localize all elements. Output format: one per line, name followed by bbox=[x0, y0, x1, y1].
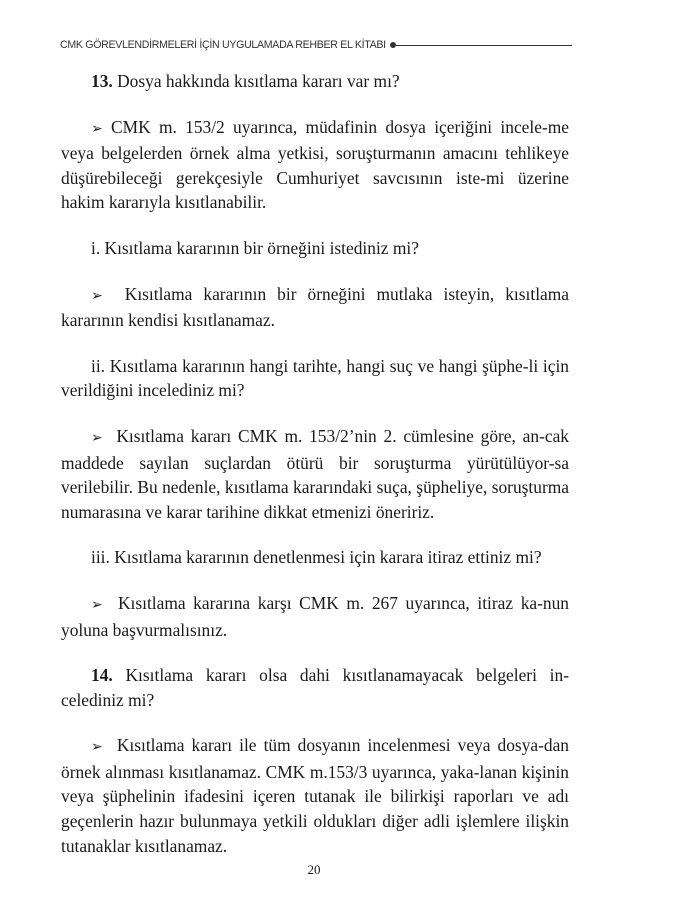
answer-paragraph bbox=[61, 733, 569, 858]
answer-text: Kısıtlama kararı ile tüm dosyanın incelenmesi veya dosya-dan örnek alınması kısıtlanamaz. CMK m.153/3 uyarınca, yaka-lanan kişinin veya şüphelinin ifadesini içeren tutanak ile bilirkişi raporları ve adı geçenlerin hazır bulunmaya yetkili oldukları diğer adli işlemlere ilişkin tutanaklar kısıtlanamaz. bbox=[61, 735, 570, 856]
answer-text: Kısıtlama kararına karşı CMK m. 267 uyarınca, itiraz ka-nun yoluna başvurmalısınız. bbox=[61, 592, 569, 640]
sub-question-iii bbox=[61, 545, 569, 570]
question-text: Dosya hakkında kısıtlama kararı var mı? bbox=[117, 71, 400, 91]
page-number: 20 bbox=[307, 862, 321, 877]
question-text: Kısıtlama kararı olsa dahi kısıtlanamayacak belgeleri in-celediniz mi? bbox=[61, 665, 569, 710]
book-title: CMK GÖREVLENDİRMELERİ İÇİN UYGULAMADA REHBER EL KİTABI bbox=[60, 39, 386, 51]
question-14 bbox=[61, 663, 569, 712]
answer-text: CMK m. 153/2 uyarınca, müdafinin dosya içeriğini incele-me veya belgelerden örnek alma yetkisi, soruşturmanın amacını tehlikeye düşürebileceği gerekçesiyle Cumhuriyet savcısının iste-mi üzerine hakim kararıyla kısıtlanabilir. bbox=[61, 116, 569, 213]
right-arrowhead-icon: ➢ bbox=[91, 120, 103, 137]
right-arrowhead-icon: ➢ bbox=[91, 287, 103, 304]
answer-paragraph bbox=[61, 424, 569, 524]
running-header bbox=[60, 38, 572, 52]
answer-text: Kısıtlama kararının bir örneğini mutlaka isteyin, kısıtlama kararının kendisi kısıtlanamaz. bbox=[61, 283, 569, 331]
question-number: 14. bbox=[91, 665, 113, 686]
answer-paragraph bbox=[61, 591, 569, 642]
page-body bbox=[61, 69, 569, 858]
answer-text: Kısıtlama kararı CMK m. 153/2’nin 2. cümlesine göre, an-cak maddede sayılan suçlardan ötürü bir soruşturma yürütülüyor-sa verilebilir. Bu nedenle, kısıtlama kararındaki suça, şüpheliye, soruşturma numarasına ve karar tarihine dikkat etmenizi öneririz. bbox=[61, 425, 569, 522]
question-text: i. Kısıtlama kararının bir örneğini istediniz mi? bbox=[91, 237, 419, 258]
question-text: iii. Kısıtlama kararının denetlenmesi için karara itiraz ettiniz mi? bbox=[91, 547, 542, 568]
sub-question-i bbox=[61, 236, 569, 261]
answer-paragraph bbox=[61, 115, 569, 215]
sub-question-ii bbox=[61, 354, 569, 403]
header-rule bbox=[396, 45, 572, 46]
right-arrowhead-icon: ➢ bbox=[91, 739, 103, 756]
question-13 bbox=[61, 69, 569, 94]
right-arrowhead-icon: ➢ bbox=[91, 429, 103, 446]
question-number: 13. bbox=[91, 71, 113, 91]
answer-paragraph bbox=[61, 282, 569, 333]
right-arrowhead-icon: ➢ bbox=[91, 596, 103, 613]
question-text: ii. Kısıtlama kararının hangi tarihte, hangi suç ve hangi şüphe-li için verildiğini incelediniz mi? bbox=[61, 355, 569, 401]
